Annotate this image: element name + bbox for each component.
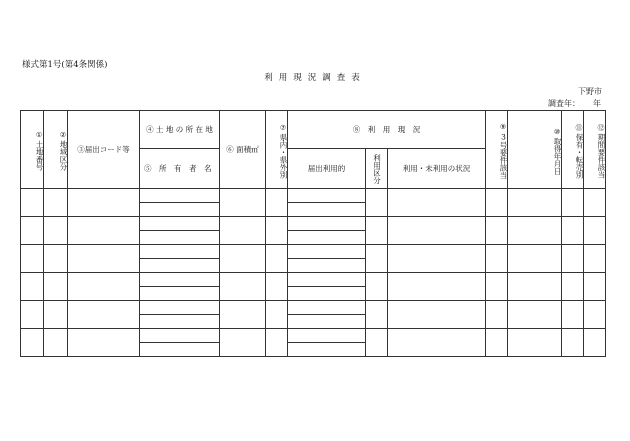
header-notified-purpose: 届出利用的 <box>288 149 366 189</box>
cell-owner-name[interactable] <box>140 343 220 357</box>
cell-prefecture[interactable] <box>266 189 288 217</box>
cell-usage-category[interactable] <box>366 217 388 245</box>
header-usage-category: 利用区分 <box>366 149 388 189</box>
cell-period-requirement[interactable] <box>584 301 606 329</box>
cell-notification-code[interactable] <box>68 273 140 301</box>
header-owner-name: ⑤ 所 有 者 名 <box>140 149 220 189</box>
cell-acquisition-date[interactable] <box>508 245 562 273</box>
cell-notification-code[interactable] <box>68 329 140 357</box>
cell-acquisition-date[interactable] <box>508 217 562 245</box>
cell-item3-requirement[interactable] <box>486 245 508 273</box>
cell-usage-category[interactable] <box>366 189 388 217</box>
header-acquisition-date-num: ⑩ <box>553 127 561 136</box>
survey-table <box>20 110 606 357</box>
cell-holding-resale[interactable] <box>562 273 584 301</box>
cell-usage-situation[interactable] <box>388 245 486 273</box>
header-period-requirement-text: 期間要件該当 <box>597 133 606 179</box>
cell-area-category[interactable] <box>44 217 68 245</box>
header-holding-resale-text: 保有・転売別 <box>575 133 584 179</box>
cell-notified-purpose[interactable] <box>288 217 366 231</box>
header-land-number-text: 土地番号 <box>35 140 44 171</box>
cell-notified-purpose-2[interactable] <box>288 259 366 273</box>
header-holding-resale-num: ⑪ <box>575 123 583 132</box>
cell-owner-name[interactable] <box>140 287 220 301</box>
header-area-category <box>44 111 68 189</box>
cell-holding-resale[interactable] <box>562 329 584 357</box>
cell-area-category[interactable] <box>44 329 68 357</box>
cell-land-number[interactable] <box>21 273 44 301</box>
cell-acquisition-date[interactable] <box>508 301 562 329</box>
cell-usage-situation[interactable] <box>388 329 486 357</box>
cell-owner-name[interactable] <box>140 231 220 245</box>
cell-usage-category[interactable] <box>366 245 388 273</box>
header-area-category-num: ② <box>59 131 67 140</box>
header-land-number-num: ① <box>35 131 43 140</box>
cell-item3-requirement[interactable] <box>486 301 508 329</box>
table-row <box>21 301 606 315</box>
header-prefecture <box>266 111 288 189</box>
cell-land-location[interactable] <box>140 245 220 259</box>
cell-usage-situation[interactable] <box>388 189 486 217</box>
cell-usage-category[interactable] <box>366 301 388 329</box>
cell-period-requirement[interactable] <box>584 189 606 217</box>
cell-area-sqm[interactable] <box>220 273 266 301</box>
cell-prefecture[interactable] <box>266 217 288 245</box>
table-row <box>21 245 606 259</box>
header-item3-requirement <box>486 111 508 189</box>
cell-item3-requirement[interactable] <box>486 189 508 217</box>
cell-area-sqm[interactable] <box>220 217 266 245</box>
header-period-requirement-num: ⑫ <box>597 123 605 132</box>
header-period-requirement <box>584 111 606 189</box>
cell-acquisition-date[interactable] <box>508 189 562 217</box>
header-item3-requirement-num: ⑨ <box>499 123 507 132</box>
cell-holding-resale[interactable] <box>562 189 584 217</box>
cell-notified-purpose-2[interactable] <box>288 231 366 245</box>
header-notification-code: ③届出コード等 <box>68 111 140 189</box>
table-row <box>21 329 606 343</box>
cell-land-number[interactable] <box>21 189 44 217</box>
cell-land-number[interactable] <box>21 245 44 273</box>
cell-acquisition-date[interactable] <box>508 273 562 301</box>
cell-notification-code[interactable] <box>68 217 140 245</box>
cell-land-number[interactable] <box>21 329 44 357</box>
header-prefecture-text: 県内・県外別 <box>279 133 288 179</box>
cell-period-requirement[interactable] <box>584 273 606 301</box>
cell-land-location[interactable] <box>140 189 220 203</box>
cell-period-requirement[interactable] <box>584 245 606 273</box>
cell-notified-purpose[interactable] <box>288 189 366 203</box>
header-item3-requirement-text: 3号要件該当 <box>499 132 508 179</box>
header-acquisition-date-text: 取得年月日 <box>553 136 562 175</box>
cell-period-requirement[interactable] <box>584 217 606 245</box>
cell-area-category[interactable] <box>44 301 68 329</box>
cell-notified-purpose-2[interactable] <box>288 315 366 329</box>
cell-notification-code[interactable] <box>68 301 140 329</box>
cell-notified-purpose[interactable] <box>288 301 366 315</box>
cell-prefecture[interactable] <box>266 245 288 273</box>
cell-owner-name[interactable] <box>140 259 220 273</box>
page-title: 利用現況調査表 <box>264 73 366 83</box>
table-row <box>21 189 606 203</box>
cell-holding-resale[interactable] <box>562 245 584 273</box>
cell-owner-name[interactable] <box>140 203 220 217</box>
header-prefecture-num: ⑦ <box>279 123 287 132</box>
cell-area-sqm[interactable] <box>220 245 266 273</box>
cell-notified-purpose[interactable] <box>288 273 366 287</box>
header-area-category-text: 地域区分 <box>59 140 68 171</box>
cell-land-number[interactable] <box>21 217 44 245</box>
cell-holding-resale[interactable] <box>562 301 584 329</box>
header-usage-situation: 利用・未利用の状況 <box>388 149 486 189</box>
cell-prefecture[interactable] <box>266 301 288 329</box>
survey-year-label: 調査年： <box>548 99 580 108</box>
cell-usage-category[interactable] <box>366 329 388 357</box>
header-land-number <box>21 111 44 189</box>
form-number-label: 様式第1号(第4条関係) <box>22 60 108 70</box>
cell-notified-purpose[interactable] <box>288 329 366 343</box>
survey-year-suffix: 年 <box>593 99 601 108</box>
cell-notified-purpose-2[interactable] <box>288 203 366 217</box>
cell-notification-code[interactable] <box>68 189 140 217</box>
cell-area-category[interactable] <box>44 273 68 301</box>
cell-usage-situation[interactable] <box>388 301 486 329</box>
cell-area-sqm[interactable] <box>220 329 266 357</box>
cell-area-sqm[interactable] <box>220 301 266 329</box>
cell-notified-purpose-2[interactable] <box>288 287 366 301</box>
cell-area-category[interactable] <box>44 245 68 273</box>
cell-period-requirement[interactable] <box>584 329 606 357</box>
cell-prefecture[interactable] <box>266 273 288 301</box>
cell-land-location[interactable] <box>140 301 220 315</box>
cell-land-location[interactable] <box>140 273 220 287</box>
cell-prefecture[interactable] <box>266 329 288 357</box>
cell-area-sqm[interactable] <box>220 189 266 217</box>
cell-land-number[interactable] <box>21 301 44 329</box>
table-row <box>21 273 606 287</box>
cell-owner-name[interactable] <box>140 315 220 329</box>
header-usage-status: ⑧ 利 用 現 況 <box>288 111 486 149</box>
cell-item3-requirement[interactable] <box>486 273 508 301</box>
cell-land-location[interactable] <box>140 217 220 231</box>
cell-land-location[interactable] <box>140 329 220 343</box>
header-acquisition-date <box>508 111 562 189</box>
cell-usage-situation[interactable] <box>388 273 486 301</box>
cell-holding-resale[interactable] <box>562 217 584 245</box>
table-row <box>21 217 606 231</box>
header-area-sqm: ⑥ 面積㎡ <box>220 111 266 189</box>
cell-notified-purpose-2[interactable] <box>288 343 366 357</box>
cell-item3-requirement[interactable] <box>486 329 508 357</box>
cell-usage-situation[interactable] <box>388 217 486 245</box>
cell-item3-requirement[interactable] <box>486 217 508 245</box>
header-land-location: ④ 土 地 の 所 在 地 <box>140 111 220 149</box>
cell-acquisition-date[interactable] <box>508 329 562 357</box>
header-holding-resale <box>562 111 584 189</box>
cell-area-category[interactable] <box>44 189 68 217</box>
cell-notification-code[interactable] <box>68 245 140 273</box>
cell-usage-category[interactable] <box>366 273 388 301</box>
city-name: 下野市 <box>578 87 602 96</box>
cell-notified-purpose[interactable] <box>288 245 366 259</box>
